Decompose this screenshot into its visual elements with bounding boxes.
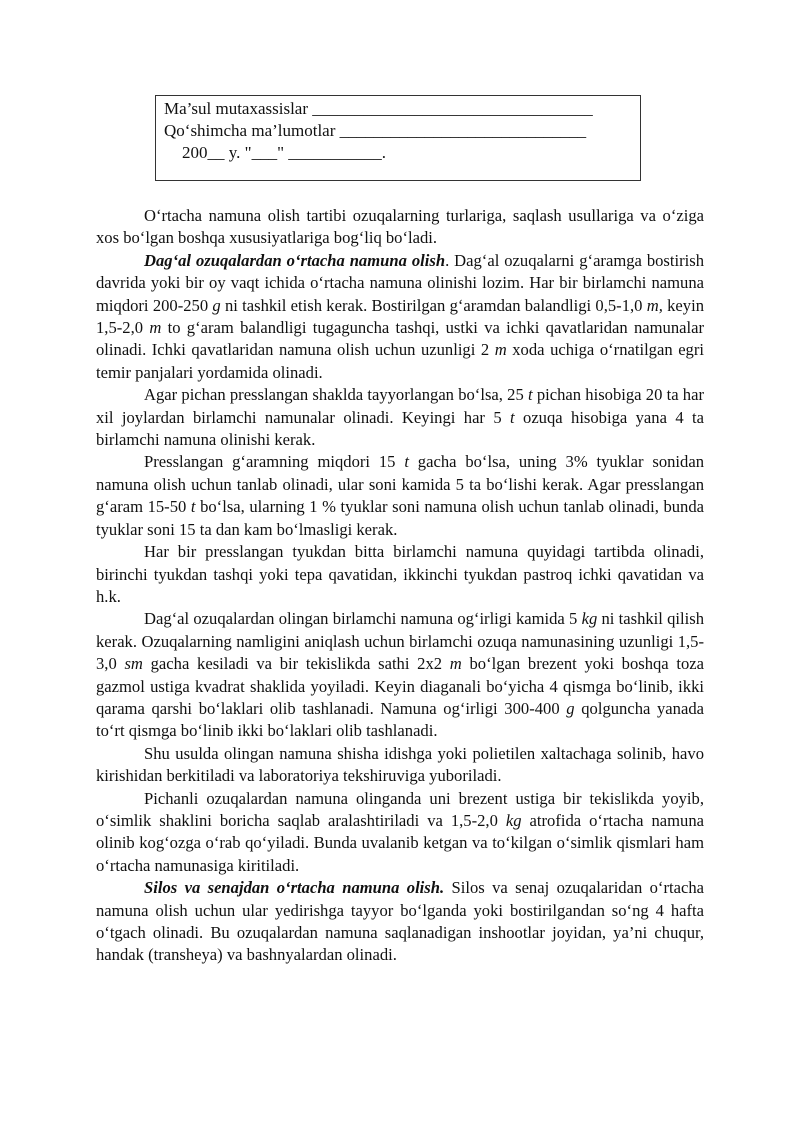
paragraph-coarse-feed: Dag‘al ozuqalardan o‘rtacha namuna olish. Dag‘al ozuqalarni g‘aramga bostirish davrida yoki bir oy vaqt ichida o‘rtacha namuna olinishi lozim. Har bir birlamchi namuna miqdori 200-250 g ni tashkil etish kerak. Bostirilgan g‘aramdan balandligi 0,5-1,0 m, keyin 1,5-2,0 m to g‘aram balandligi tugaguncha tashqi, ustki va ichki qavatlaridan namunalar olinadi. Ichki qavatlaridan namuna olish uchun uzunligi 2 m xoda uchiga o‘rnatilgan egri temir panjalari yordamida olinadi. (96, 250, 705, 382)
paragraph-hay-feed: Pichanli ozuqalardan namuna olinganda uni brezent ustiga bir tekislikda yoyib, o‘simlik shaklini boricha saqlab aralashtiriladi va 1,5-2,0 kg atrofida o‘rtacha namuna olinib kog‘ozga o‘rab qo‘yiladi. Bunda uvalanib ketgan va to‘kilgan o‘simlik qismlari ham o‘rtacha namunasiga kiritiladi. (96, 788, 705, 875)
section-heading-silage: Silos va senajdan o‘rtacha namuna olish. (144, 878, 445, 898)
paragraph-pressed-hay: Agar pichan presslangan shaklda tayyorlangan bo‘lsa, 25 t pichan hisobiga 20 ta har xil joylardan birlamchi namunalar olinadi. Keyingi har 5 t ozuqa hisobiga yana 4 ta birlamchi namuna olinishi kerak. (96, 385, 704, 450)
additional-info-line: Qo‘shimcha ma’lumotlar _____________________________ (164, 121, 587, 140)
section-heading-coarse-feed: Dag‘al ozuqalardan o‘rtacha namuna olish (144, 250, 446, 270)
paragraph-intro: O‘rtacha namuna olish tartibi ozuqalarning turlariga, saqlash usullariga va o‘ziga xos bo‘lgan boshqa xususiyatlariga bog‘liq bo‘ladi. (96, 206, 704, 248)
paragraph-bale-sampling: Har bir presslangan tyukdan bitta birlamchi namuna quyidagi tartibda olinadi, birinchi tyukdan tashqi yoki tepa qavatidan, ikkinchi tyukdan pastroq ichki qavatidan va h.k. (96, 542, 704, 606)
paragraph-pressed-stack: Presslangan g‘aramning miqdori 15 t gacha bo‘lsa, uning 3% tyuklar sonidan namuna olish uchun tanlab olinadi, ular soni kamida 5 ta bo‘lishi kerak. Agar presslangan g‘aram 15-50 t bo‘lsa, ularning 1 % tyuklar soni namuna olish uchun tanlab olinadi, bunda tyuklar soni 15 ta dan kam bo‘lmasligi kerak. (96, 452, 704, 539)
responsible-info-box (155, 95, 641, 181)
paragraph-sample-storage: Shu usulda olingan namuna shisha idishga yoki polietilen xaltachaga solinib, havo kirishidan berkitiladi va laboratoriya tekshiruviga yuboriladi. (96, 743, 704, 786)
paragraph-sample-weight: Dag‘al ozuqalardan olingan birlamchi namuna og‘irligi kamida 5 kg ni tashkil qilish kerak. Ozuqalarning namligini aniqlash uchun birlamchi ozuqa namunasining uzunligi 1,5-3,0 sm gacha kesiladi va bir tekislikda sathi 2x2 m bo‘lgan brezent yoki boshqa toza gazmol ustiga kvadrat shaklida yoyiladi. Keyin diaganali bo‘yicha 4 qismga bo‘linib, ikki qarama qarshi bo‘laklari olib tashlanadi. Namuna og‘irligi 300-400 g qolguncha yanada to‘rt qismga bo‘linib ikki bo‘laklari olib tashlanadi. (96, 609, 705, 741)
responsible-specialists-line: Ma’sul mutaxassislar _________________________________ (164, 99, 593, 118)
document-body (96, 205, 704, 967)
date-line: 200__ y. "___" ___________. (182, 143, 387, 162)
paragraph-silage: Silos va senajdan o‘rtacha namuna olish. Silos va senaj ozuqalaridan o‘rtacha namuna olish uchun ular yedirishga tayyor bo‘lganda yoki bostirilgandan so‘ng 4 hafta o‘tgach olinadi. Bu ozuqalardan namuna saqlanadigan inshootlar joyidan, ya’ni chuqur, handak (transheya) va bashnyalardan olinadi. (96, 878, 704, 965)
